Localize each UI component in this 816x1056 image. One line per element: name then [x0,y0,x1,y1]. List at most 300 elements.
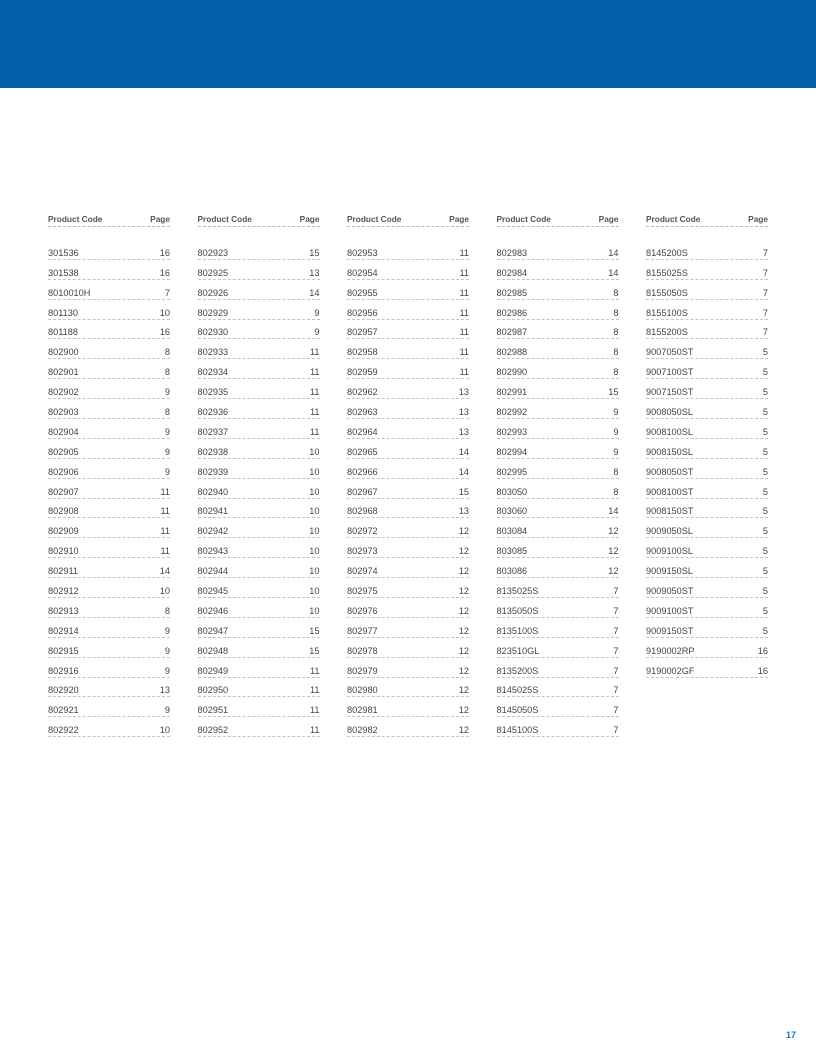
page-ref: 12 [608,566,619,577]
page-ref: 10 [309,605,320,616]
product-code: 802930 [197,327,229,338]
page-ref: 13 [159,685,170,696]
page-ref: 12 [458,705,469,716]
index-row [198,638,320,658]
page-ref: 12 [458,625,469,636]
page-ref: 12 [608,546,619,557]
index-row [347,339,469,359]
product-code: 802957 [347,327,378,338]
page-ref: 5 [762,426,768,437]
index-row [198,379,320,399]
page-ref: 8 [613,367,619,378]
page-ref: 14 [458,466,469,477]
page-ref: 7 [762,267,768,278]
index-row [198,499,320,519]
index-row [347,598,469,618]
index-row [48,300,170,320]
index-row [48,717,170,737]
index-row [48,459,170,479]
page-ref: 9 [164,645,170,656]
product-code: 8010010H [48,287,91,298]
product-code: 9008150ST [646,506,694,517]
page-ref: 9 [164,446,170,457]
product-code: 802910 [48,546,79,557]
index-row [646,439,768,459]
page-ref: 12 [458,526,469,537]
page-ref: 11 [160,526,170,537]
index-row [347,459,469,479]
product-code: 802947 [197,625,229,636]
index-row [198,598,320,618]
product-code: 802936 [197,407,229,418]
index-row [497,419,619,439]
index-row [347,717,469,737]
index-row [48,658,170,678]
page-ref: 7 [762,287,768,298]
page-ref: 8 [164,407,170,418]
product-code: 803085 [496,546,528,557]
product-code: 802966 [347,466,378,477]
product-code: 802950 [197,685,229,696]
index-row [48,558,170,578]
index-row [497,658,619,678]
index-row [646,459,768,479]
product-code: 9009150SL [646,566,694,577]
index-row [646,399,768,419]
index-row [497,300,619,320]
index-row [497,618,619,638]
page-ref: 8 [613,287,619,298]
page-number: 17 [785,1030,796,1040]
index-row [198,697,320,717]
page-ref: 5 [762,367,768,378]
index-row [198,558,320,578]
product-code: 802974 [347,566,378,577]
index-row [48,260,170,280]
page-ref: 9 [164,665,170,676]
page-ref: 15 [608,387,619,398]
page-ref: 11 [459,267,469,278]
product-code: 802973 [347,546,378,557]
product-code: 802908 [48,506,79,517]
index-row [48,339,170,359]
page-ref: 10 [309,586,320,597]
index-row [48,638,170,658]
index-row [646,658,768,678]
page-ref: 12 [458,566,469,577]
index-row [198,240,320,260]
product-code: 802900 [48,347,79,358]
page-ref: 14 [608,267,619,278]
index-row [48,499,170,519]
page-ref: 5 [762,407,768,418]
index-row [198,658,320,678]
page-ref: 7 [762,327,768,338]
page-ref: 11 [309,705,320,716]
index-row [497,697,619,717]
product-code: 9007100ST [646,367,694,378]
index-row [347,300,469,320]
product-code: 803086 [496,566,528,577]
page-ref: 13 [458,387,469,398]
page-ref: 11 [309,725,320,736]
page-ref: 9 [314,307,320,318]
product-code: 802972 [347,526,378,537]
product-code: 802912 [48,586,79,597]
product-code: 823510GL [496,645,540,656]
product-code: 802953 [347,247,378,258]
index-row [497,499,619,519]
index-row [347,658,469,678]
index-row [198,359,320,379]
page-ref: 12 [458,586,469,597]
page-ref: 8 [613,327,619,338]
page-ref: 11 [160,546,170,557]
index-row [198,320,320,340]
page-ref: 10 [309,506,320,517]
index-row [497,538,619,558]
page-ref: 13 [458,506,469,517]
product-code: 8135200S [496,665,539,676]
page-header: Page [150,214,170,224]
page-ref: 7 [762,307,768,318]
page-ref: 7 [613,586,619,597]
page-ref: 5 [762,605,768,616]
page-ref: 10 [159,307,170,318]
index-row [497,379,619,399]
page-ref: 15 [309,625,320,636]
product-code: 802981 [347,705,378,716]
product-code: 801130 [48,307,78,318]
page-ref: 7 [762,247,768,258]
page-ref: 5 [762,625,768,636]
index-row [646,638,768,658]
page-ref: 10 [159,725,170,736]
page-ref: 9 [314,327,320,338]
page-ref: 14 [608,247,619,258]
column-header [646,208,768,227]
page-ref: 8 [164,367,170,378]
product-code: 802905 [48,446,79,457]
index-row [48,399,170,419]
page-ref: 12 [458,665,469,676]
index-row [646,300,768,320]
page-ref: 11 [309,665,320,676]
index-row [646,558,768,578]
index-row [347,280,469,300]
page-ref: 11 [459,247,469,258]
product-code: 802954 [347,267,378,278]
index-row [347,499,469,519]
product-code: 802943 [197,546,229,557]
product-code: 802915 [48,645,79,656]
index-row [198,300,320,320]
index-row [198,399,320,419]
page-ref: 7 [613,705,619,716]
product-code: 802994 [496,446,528,457]
page-ref: 8 [613,466,619,477]
index-row [347,697,469,717]
index-row [198,538,320,558]
page-header: Page [299,214,320,224]
product-code: 802983 [496,247,528,258]
product-code: 802906 [48,466,79,477]
page-ref: 8 [613,486,619,497]
index-row [48,320,170,340]
product-code: 802959 [347,367,378,378]
index-row [347,479,469,499]
product-code: 8145100S [496,725,539,736]
product-code: 802934 [197,367,229,378]
index-row [48,280,170,300]
index-row [48,538,170,558]
page-ref: 15 [458,486,469,497]
index-row [48,598,170,618]
product-code: 802958 [347,347,378,358]
product-index-table [48,208,768,737]
product-code: 802935 [197,387,229,398]
index-row [198,339,320,359]
product-code: 9008150SL [646,446,694,457]
index-row [347,399,469,419]
column-header [48,208,170,227]
index-row [646,538,768,558]
product-code: 802941 [197,506,229,517]
product-code: 8145050S [496,705,539,716]
page-ref: 7 [613,605,619,616]
product-code: 8155050S [646,287,688,298]
index-column [347,208,469,737]
index-row [347,320,469,340]
header-band [0,0,816,88]
index-row [646,240,768,260]
page-ref: 5 [762,466,768,477]
page-ref: 12 [458,605,469,616]
product-code: 802975 [347,586,378,597]
product-code: 802986 [496,307,528,318]
index-row [646,359,768,379]
page-ref: 5 [762,347,768,358]
product-code: 802956 [347,307,378,318]
index-row [497,638,619,658]
index-row [497,280,619,300]
index-row [497,558,619,578]
product-code: 9009150ST [646,625,694,636]
page-ref: 11 [309,407,320,418]
index-row [198,717,320,737]
product-code: 802904 [48,426,79,437]
product-code: 802948 [197,645,229,656]
page-ref: 13 [458,407,469,418]
product-code: 802916 [48,665,79,676]
page-header: Page [598,214,619,224]
column-rows [646,240,768,678]
product-code: 802984 [496,267,528,278]
page-ref: 10 [309,526,320,537]
product-code: 802909 [48,526,79,537]
product-code: 802978 [347,645,378,656]
index-row [347,260,469,280]
product-code: 803084 [496,526,528,537]
product-code: 802903 [48,407,79,418]
page-ref: 16 [757,645,768,656]
index-row [497,439,619,459]
index-row [48,518,170,538]
page-ref: 5 [762,526,768,537]
page-ref: 11 [309,347,320,358]
index-row [497,240,619,260]
index-row [497,598,619,618]
index-row [48,618,170,638]
product-code: 301538 [48,267,79,278]
page-ref: 7 [613,725,619,736]
page-ref: 9 [613,407,619,418]
index-row [497,578,619,598]
index-row [646,618,768,638]
index-row [497,479,619,499]
page-ref: 7 [613,645,619,656]
page-ref: 11 [459,367,469,378]
index-row [347,379,469,399]
page-ref: 5 [762,446,768,457]
product-code: 802911 [48,566,78,577]
index-row [497,399,619,419]
page-ref: 9 [164,466,170,477]
page-ref: 8 [164,347,170,358]
index-row [48,578,170,598]
product-code: 802951 [197,705,229,716]
product-code: 802977 [347,625,378,636]
index-row [198,419,320,439]
index-row [198,479,320,499]
product-code: 802952 [197,725,229,736]
index-column [48,208,170,737]
page-ref: 10 [309,566,320,577]
page-ref: 5 [762,387,768,398]
product-code: 802945 [197,586,229,597]
product-code: 802942 [197,526,229,537]
index-row [646,499,768,519]
index-row [48,379,170,399]
product-code: 8135025S [496,586,539,597]
product-code: 9008050SL [646,407,694,418]
page-ref: 14 [608,506,619,517]
page-ref: 9 [613,426,619,437]
product-code: 802967 [347,486,378,497]
page-ref: 7 [613,625,619,636]
product-code: 802929 [197,307,229,318]
index-row [347,439,469,459]
page-ref: 11 [309,426,320,437]
index-row [646,260,768,280]
product-code: 802992 [496,407,528,418]
page-ref: 5 [762,546,768,557]
page-ref: 9 [164,387,170,398]
index-row [48,359,170,379]
column-rows [497,240,619,737]
page-ref: 9 [164,625,170,636]
product-code: 802923 [197,247,229,258]
page-ref: 10 [309,546,320,557]
index-row [48,439,170,459]
index-row [646,320,768,340]
product-code: 802907 [48,486,79,497]
product-code: 8155025S [646,267,688,278]
product-code: 802920 [48,685,79,696]
page-ref: 7 [613,685,619,696]
page-ref: 5 [762,566,768,577]
index-row [646,379,768,399]
index-row [347,419,469,439]
page-ref: 10 [309,486,320,497]
column-rows [48,240,170,737]
index-row [497,518,619,538]
product-code: 802995 [496,466,528,477]
page-ref: 7 [164,287,170,298]
index-row [347,359,469,379]
page-ref: 16 [159,267,170,278]
product-code: 802968 [347,506,378,517]
index-row [497,339,619,359]
product-code: 802913 [48,605,79,616]
index-row [646,518,768,538]
page-ref: 14 [309,287,320,298]
product-code: 802940 [197,486,229,497]
index-row [347,618,469,638]
page-ref: 13 [309,267,320,278]
product-code: 802991 [496,387,528,398]
index-column [198,208,320,737]
index-row [48,240,170,260]
page-ref: 8 [613,307,619,318]
product-code: 8145200S [646,247,688,258]
page-ref: 12 [458,685,469,696]
product-code: 802979 [347,665,378,676]
page-ref: 5 [762,586,768,597]
product-code: 8135050S [496,605,539,616]
product-code: 9008100SL [646,426,694,437]
page-ref: 10 [309,446,320,457]
product-code: 802993 [496,426,528,437]
index-row [347,538,469,558]
index-row [48,697,170,717]
page-ref: 9 [613,446,619,457]
page-ref: 11 [309,387,320,398]
index-row [497,359,619,379]
product-code: 803060 [496,506,528,517]
page-ref: 12 [608,526,619,537]
index-row [48,419,170,439]
product-code: 802937 [197,426,229,437]
product-code: 8135100S [496,625,539,636]
page-ref: 8 [613,347,619,358]
column-rows [198,240,320,737]
page-ref: 11 [459,327,469,338]
index-row [646,479,768,499]
index-row [347,678,469,698]
product-code: 9009100SL [646,546,694,557]
page-ref: 12 [458,546,469,557]
page-ref: 10 [159,586,170,597]
page-ref: 13 [458,426,469,437]
page-ref: 11 [459,287,469,298]
product-code: 802938 [197,446,229,457]
page-ref: 11 [309,367,320,378]
product-code: 802990 [496,367,528,378]
page-ref: 10 [309,466,320,477]
product-code: 9009050ST [646,586,694,597]
index-row [198,280,320,300]
